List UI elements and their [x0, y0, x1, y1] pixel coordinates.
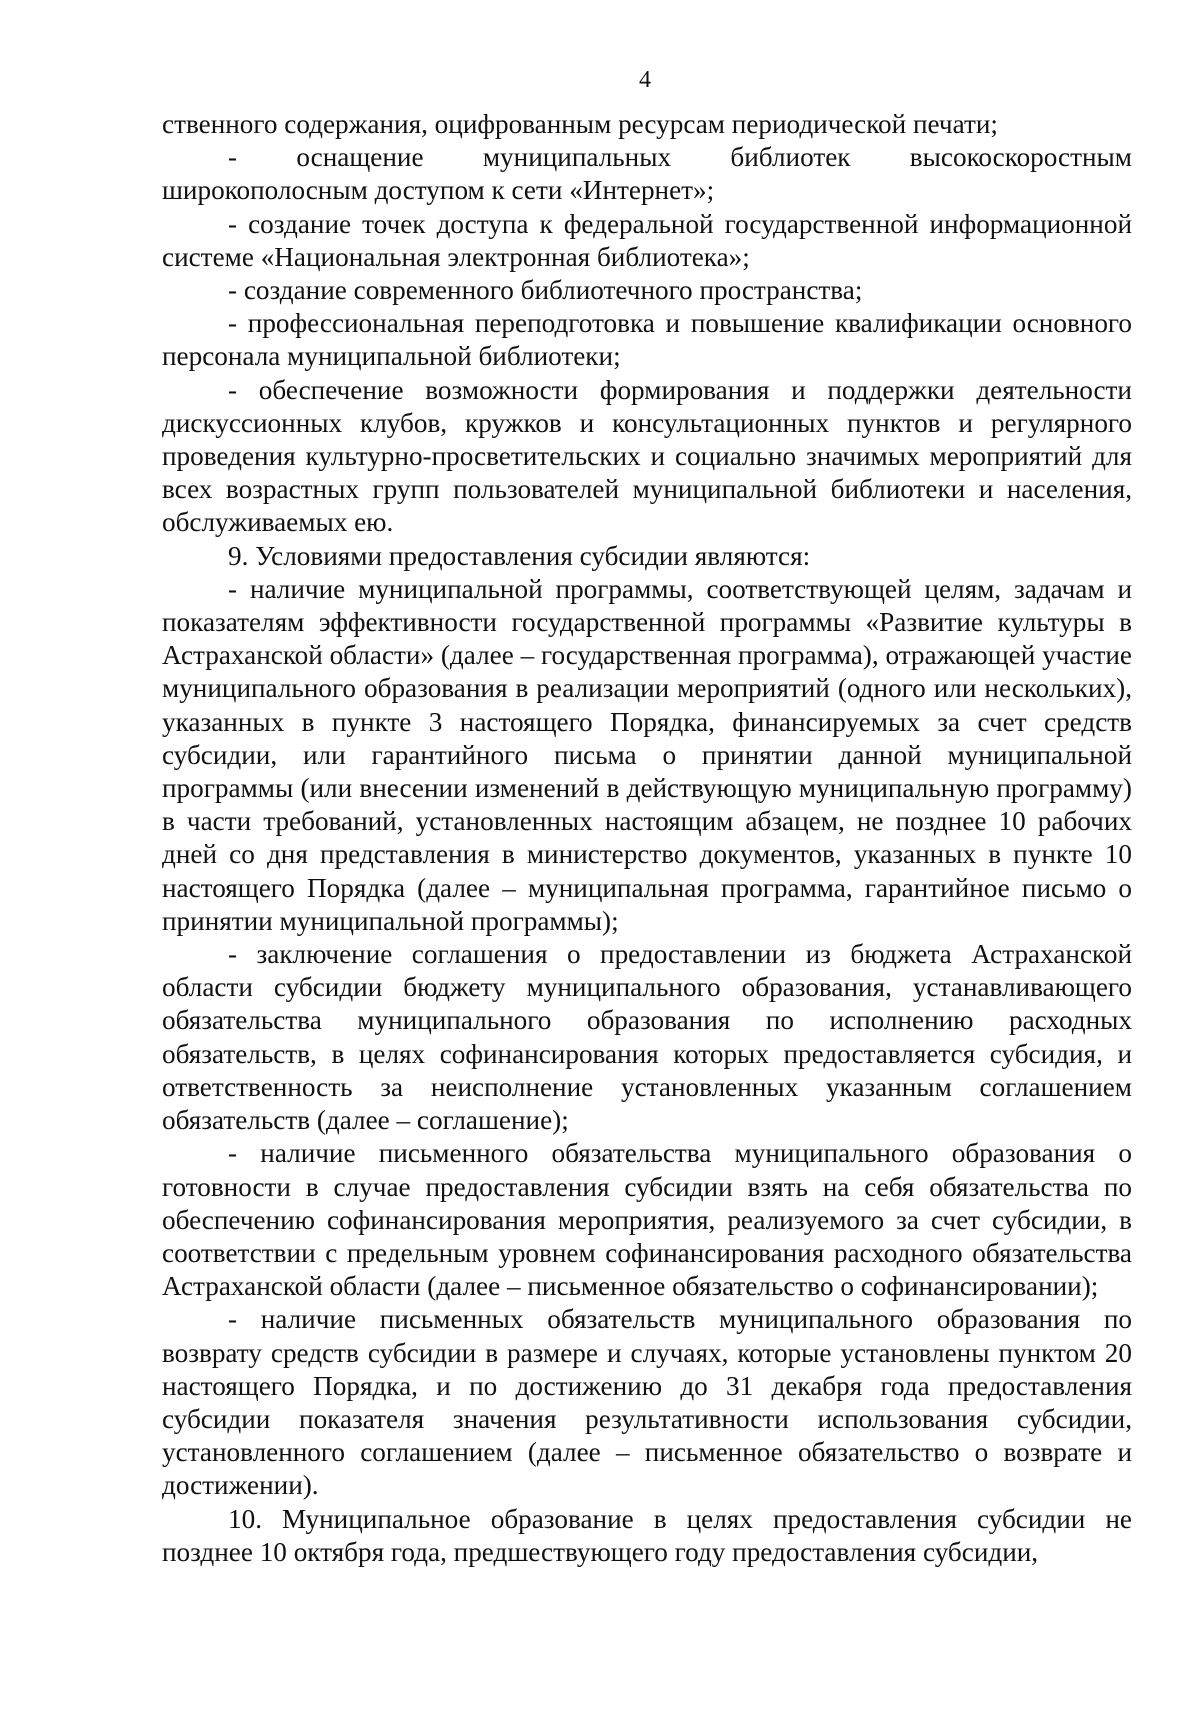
- paragraph-return-obligation: - наличие письменных обязательств муниципального образования по возврату средств субсидии в размере и случаях, которые установлены пунктом 20 настоящего Порядка, и по достижению до 31 декабря года предоставления субсидии показателя значения результативности использования субсидии, установленного соглашением (далее – письменное обязательство о возврате и достижении).: [162, 1304, 1132, 1501]
- paragraph-clubs-events: - обеспечение возможности формирования и поддержки деятельности дискуссионных клубов, кружков и консультационных пунктов и регулярного проведения культурно-просветительских и социально значимых мероприятий для всех возрастных групп пользователей муниципальной библиотеки и населения, обслуживаемых ею.: [162, 374, 1132, 538]
- page-number: 4: [639, 67, 651, 93]
- document-body: [162, 108, 1132, 1569]
- paragraph-library-space: - создание современного библиотечного пространства;: [228, 275, 863, 306]
- paragraph-municipal-program: - наличие муниципальной программы, соответствующей целям, задачам и показателям эффективности государственной программы «Развитие культуры в Астраханской области» (далее – государственная программа), отражающей участие муниципального образования в реализации мероприятий (одного или нескольких), указанных в пункте 3 настоящего Порядка, финансируемых за счет средств субсидии, или гарантийного письма о принятии данной муниципальной программы (или внесении изменений в действующую муниципальную программу) в части требований, установленных настоящим абзацем, не позднее 10 рабочих дней со дня представления в министерство документов, указанных в пункте 10 настоящего Порядка (далее – муниципальная программа, гарантийное письмо о принятии муниципальной программы);: [162, 573, 1132, 936]
- paragraph-cofinancing-obligation: - наличие письменного обязательства муниципального образования о готовности в случае предоставления субсидии взять на себя обязательства по обеспечению софинансирования мероприятия, реализуемого за счет субсидии, в соответствии с предельным уровнем софинансирования расходного обязательства Астраханской области (далее – письменное обязательство о софинансировании);: [162, 1138, 1132, 1302]
- paragraph-section-9-heading: 9. Условиями предоставления субсидии являются:: [228, 540, 811, 571]
- paragraph-section-10: 10. Муниципальное образование в целях предоставления субсидии не позднее 10 октября года, предшествующего году предоставления субсидии,: [162, 1503, 1132, 1567]
- paragraph-staff-training: - профессиональная переподготовка и повышение квалификации основного персонала муниципальной библиотеки;: [162, 308, 1132, 372]
- paragraph-agreement: - заключение соглашения о предоставлении из бюджета Астраханской области субсидии бюджету муниципального образования, устанавливающего обязательства муниципального образования по исполнению расходных обязательств, в целях софинансирования которых предоставляется субсидия, и ответственность за неисполнение установленных указанным соглашением обязательств (далее – соглашение);: [162, 939, 1132, 1136]
- paragraph-continuation: ственного содержания, оцифрованным ресурсам периодической печати;: [162, 109, 998, 139]
- paragraph-broadband-access: - оснащение муниципальных библиотек высокоскоростным широкополосным доступом к сети «Интернет»;: [162, 142, 1132, 206]
- paragraph-access-points: - создание точек доступа к федеральной государственной информационной системе «Национальная электронная библиотека»;: [162, 208, 1132, 272]
